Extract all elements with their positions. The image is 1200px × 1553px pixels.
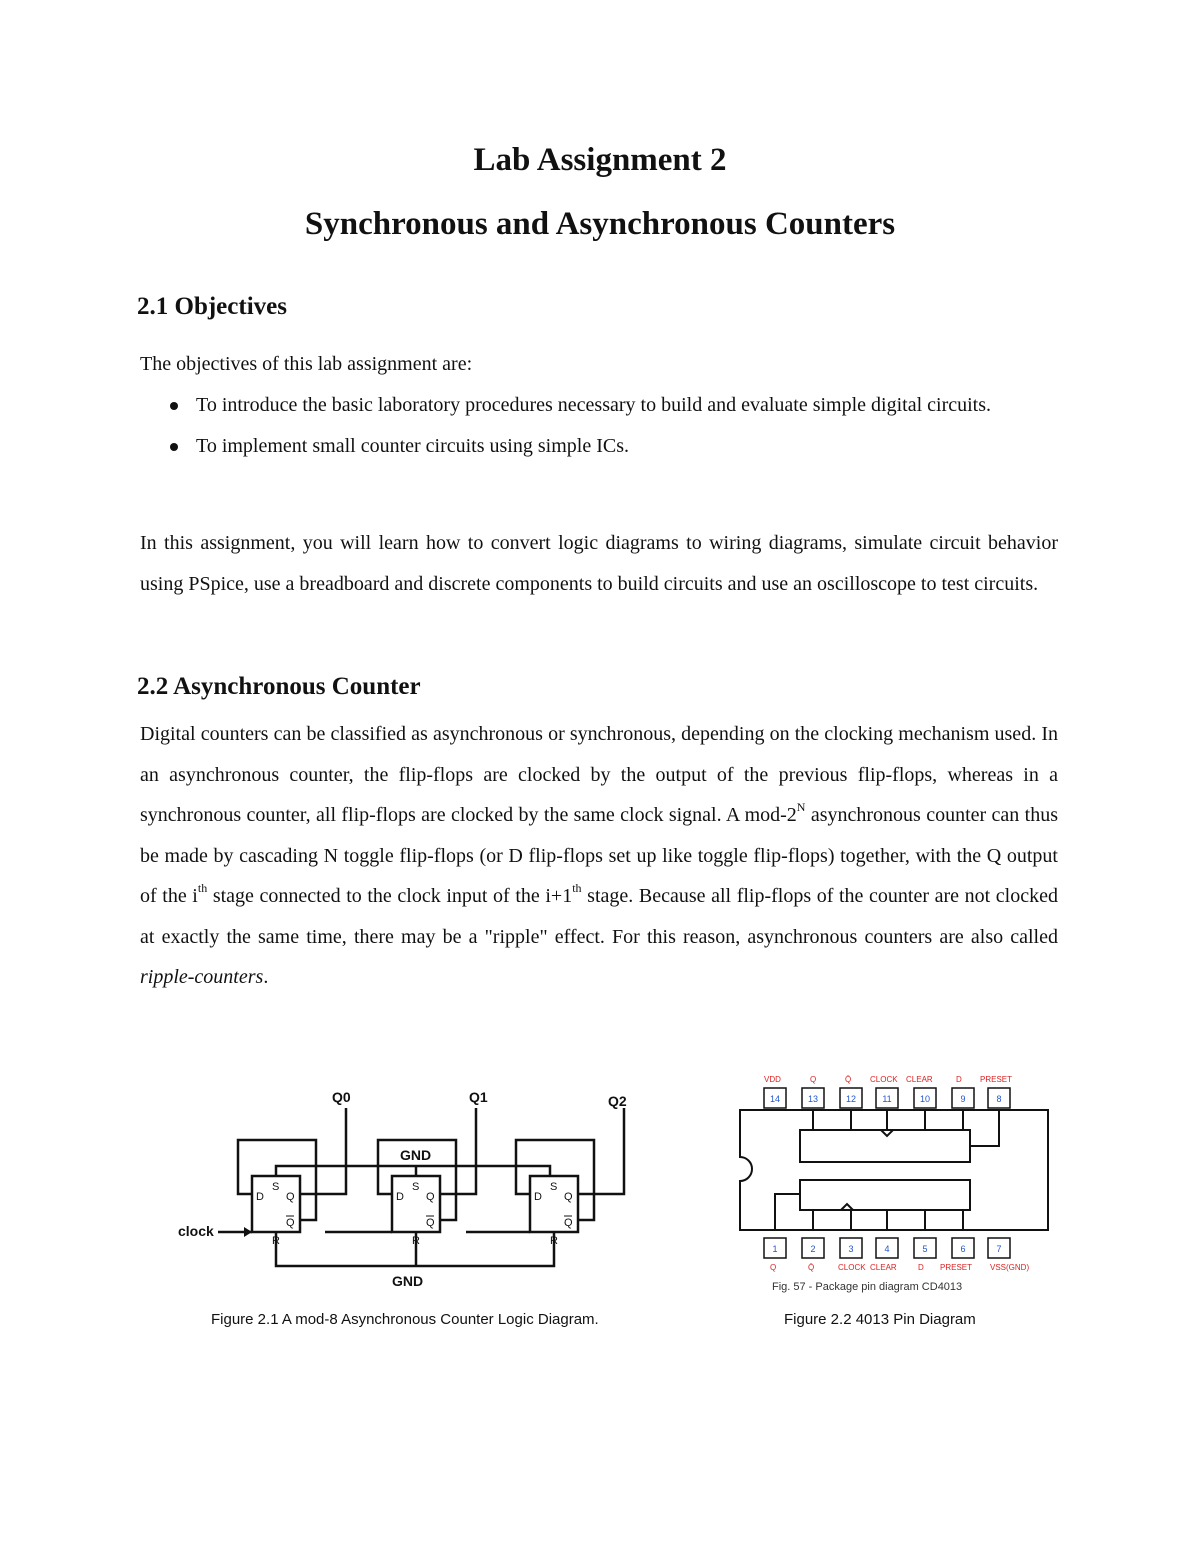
section-heading-objectives: 2.1 Objectives	[137, 293, 287, 320]
bottom-pin-label: Q	[770, 1263, 777, 1272]
assignment-paragraph: In this assignment, you will learn how to convert logic diagrams to wiring diagrams, simulate circuit behavior using PSpice, use a breadboard and discrete components to build circuits and use an oscilloscope to test circuits.	[140, 532, 1058, 595]
pin-number: 14	[769, 1094, 781, 1104]
s-pin-label: S	[412, 1181, 420, 1193]
q2-label: Q2	[608, 1093, 627, 1109]
document-subtitle: Synchronous and Asynchronous Counters	[304, 206, 896, 242]
para-text: stage connected to the clock input of the i+1	[207, 885, 573, 907]
q0-label: Q0	[332, 1089, 351, 1105]
qbar-pin-label: Q	[286, 1217, 295, 1229]
d-pin-label: D	[256, 1191, 264, 1203]
pin-number: 2	[810, 1244, 816, 1254]
d-pin-label: D	[396, 1191, 404, 1203]
r-pin-label: R	[412, 1235, 420, 1247]
pin-number: 8	[996, 1094, 1002, 1104]
s-pin-label: S	[550, 1181, 558, 1193]
cd4013-pin-diagram	[730, 1068, 1060, 1298]
gnd-bottom-label: GND	[392, 1273, 424, 1289]
para-text: .	[263, 966, 269, 988]
objectives-intro: The objectives of this lab assignment are:	[140, 353, 473, 375]
bottom-pin-label: D	[918, 1263, 924, 1272]
gnd-top-label: GND	[400, 1147, 432, 1163]
pin-number: 6	[960, 1244, 966, 1254]
s-pin-label: S	[272, 1181, 280, 1193]
pin-number: 13	[807, 1094, 819, 1104]
qbar-pin-label: Q	[564, 1217, 573, 1229]
para-text: asynchronous counter can thus be made by cascading N toggle flip-flops (or D flip-flops set up like toggle flip-flops) together, with the Q output of the i	[140, 804, 1058, 907]
mod8-counter-logic-diagram	[170, 1080, 640, 1295]
bottom-pin-label: Q̄	[808, 1263, 815, 1272]
top-pin-label: D	[956, 1075, 962, 1084]
figure-caption-2-1: Figure 2.1 A mod-8 Asynchronous Counter Logic Diagram.	[211, 1311, 599, 1328]
bottom-pin-label: VSS(GND)	[990, 1263, 1030, 1272]
superscript: th	[197, 881, 208, 896]
objective-item: To implement small counter circuits using simple ICs.	[170, 426, 1060, 467]
top-pin-label: Q	[810, 1075, 817, 1084]
bottom-pin-label: CLOCK	[838, 1263, 866, 1272]
r-pin-label: R	[272, 1235, 280, 1247]
superscript: th	[572, 881, 582, 896]
pin-number: 9	[960, 1094, 966, 1104]
clock-label: clock	[178, 1223, 214, 1239]
para-text: Digital counters can be classified as asynchronous or synchronous, depending on the clocking mechanism used. In an asynchronous counter, the flip-flops are clocked by the output of the previous flip-flops, whereas in a synchronous counter, all flip-flops are clocked by the same clock signal. A mod-2	[140, 723, 1058, 826]
top-pin-label: CLEAR	[906, 1075, 933, 1084]
section-heading-async-counter: 2.2 Asynchronous Counter	[137, 673, 421, 700]
q-pin-label: Q	[286, 1191, 295, 1203]
document-title: Lab Assignment 2	[473, 142, 727, 178]
ripple-counters-term: ripple-counters	[140, 966, 264, 988]
top-pin-label: CLOCK	[870, 1075, 898, 1084]
objective-item: To introduce the basic laboratory procedures necessary to build and evaluate simple digital circuits.	[170, 385, 1060, 426]
qbar-pin-label: Q	[426, 1217, 435, 1229]
bottom-pin-label: CLEAR	[870, 1263, 897, 1272]
pin-number: 12	[845, 1094, 857, 1104]
objectives-list	[170, 385, 1060, 467]
q1-label: Q1	[469, 1089, 488, 1105]
package-figure-note: Fig. 57 - Package pin diagram CD4013	[772, 1281, 963, 1293]
pin-number: 3	[848, 1244, 854, 1254]
para-text: stage. Because all flip-flops of the counter are not clocked at exactly the same time, there may be a "ripple" effect. For this reason, asynchronous counters are also called	[140, 885, 1058, 948]
superscript: N	[796, 800, 806, 815]
bottom-pin-label: PRESET	[940, 1263, 973, 1272]
pin-number: 5	[922, 1244, 928, 1254]
pin-number: 11	[882, 1094, 892, 1104]
top-pin-label: PRESET	[980, 1075, 1013, 1084]
pin-number: 4	[884, 1244, 890, 1254]
pin-number: 10	[919, 1094, 931, 1104]
async-counter-paragraph	[140, 714, 1058, 998]
top-pin-label: Q̄	[845, 1075, 852, 1084]
r-pin-label: R	[550, 1235, 558, 1247]
top-pin-label: VDD	[764, 1075, 781, 1084]
flip-flop-block	[800, 1180, 970, 1210]
pin-number: 1	[772, 1244, 778, 1254]
q-pin-label: Q	[564, 1191, 573, 1203]
ic-package-body	[740, 1110, 1048, 1230]
pin-number: 7	[996, 1244, 1002, 1254]
d-pin-label: D	[534, 1191, 542, 1203]
q-pin-label: Q	[426, 1191, 435, 1203]
figure-caption-2-2: Figure 2.2 4013 Pin Diagram	[784, 1311, 976, 1328]
